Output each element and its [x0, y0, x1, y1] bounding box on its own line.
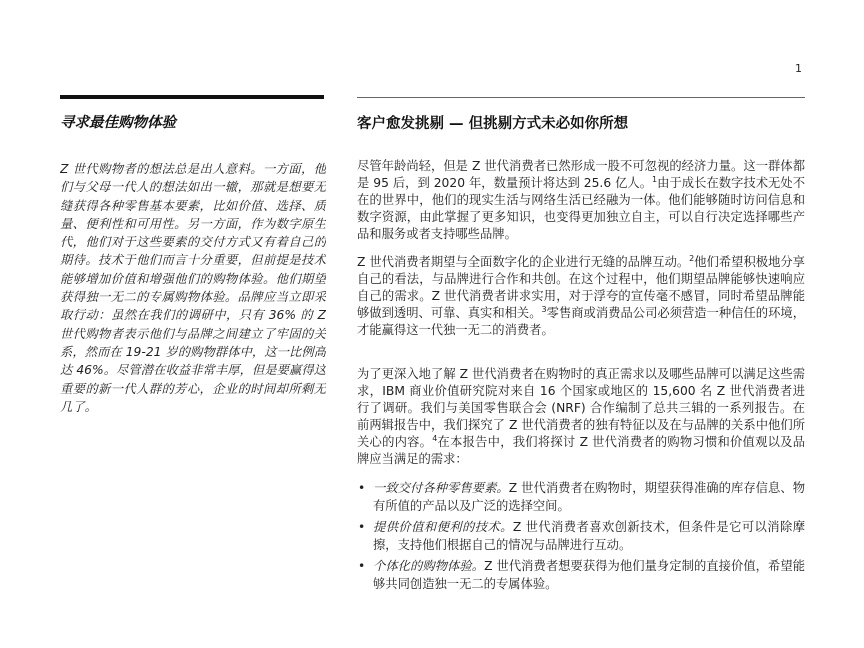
bullet-item	[357, 519, 805, 554]
bullet-label: 提供价值和便利的技术。	[373, 520, 513, 535]
page-number: 1	[795, 62, 802, 75]
bullet-label: 个体化的购物体验。	[373, 559, 485, 574]
bullet-label: 一致交付各种零售要素。	[373, 481, 509, 495]
footnote-marker: 2	[689, 254, 695, 263]
body-paragraph-2	[357, 254, 805, 356]
bullet-item	[357, 558, 805, 593]
paragraph-text: 尽管年龄尚轻，但是 Z 世代消费者已然形成一股不可忽视的经济力量。这一群体都是 95 后，到 2020 年，数量预计将达到 25.6 亿人。	[357, 159, 805, 190]
needs-bullet-list	[357, 480, 805, 594]
bullet-marker: •	[358, 520, 366, 535]
paragraph-text: 零售商或消费品公司必须营造一种信任的环境，才能赢得这一代独一无二的消费者。	[357, 305, 805, 337]
bullet-text: Z 世代消费者喜欢创新技术，但条件是它可以消除摩擦，支持他们根据自己的情况与品牌进行互动。	[373, 520, 805, 552]
bullet-marker: •	[358, 559, 366, 574]
footnote-marker: 3	[541, 304, 547, 314]
right-column-rule	[357, 97, 805, 98]
body-paragraph-1	[357, 158, 805, 244]
left-section-heading: 寻求最佳购物体验	[60, 115, 176, 131]
body-paragraph-3	[357, 366, 805, 468]
left-column-rule	[60, 95, 324, 99]
intro-paragraph: Z 世代购物者的想法总是出人意料。一方面，他们与父母一代人的想法如出一辙，那就是想要无缝获得各种零售基本要素，比如价值、选择、质量、便利性和可用性。另一方面，作为数字原生代，他们对于这些要素的交付方式又有着自己的期待。技术于他们而言十分重要，但前提是技术能够增加价值和增强他们的购物体验。他们期望获得独一无二的专属购物体验。品牌应当立即采取行动：虽然在我们的调研中，只有 36% 的 Z 世代购物者表示他们与品牌之间建立了牢固的关系，然而在 19-21 岁的购物群体中，这一比例高达 46%。尽管潜在收益非常丰厚，但是要赢得这重要的新一代人群的芳心，企业的时间却所剩无几了。	[60, 162, 326, 414]
paragraph-text: Z 世代消费者期望与全面数字化的企业进行无缝的品牌互动。	[357, 255, 690, 269]
right-column	[357, 95, 805, 598]
left-column	[60, 95, 326, 454]
bullet-marker: •	[358, 481, 366, 495]
paragraph-text: 在本报告中，我们将探讨 Z 世代消费者的购物习惯和价值观以及品牌应当满足的需求：	[357, 434, 805, 466]
footnote-marker: 1	[652, 174, 658, 184]
footnote-marker: 4	[432, 433, 438, 443]
bullet-text: Z 世代消费者想要获得为他们量身定制的直接价值，希望能够共同创造独一无二的专属体验。	[373, 559, 805, 591]
right-section-heading: 客户愈发挑剔 — 但挑剔方式未必如你所想	[357, 116, 629, 132]
bullet-item	[357, 480, 805, 515]
paragraph-text: 由于成长在数字技术无处不在的世界中，他们的现实生活与网络生活已经融为一体。他们能够随时访问信息和数字资源，由此掌握了更多知识，也变得更加独立自主，可以自行决定选择哪些产品和服务或者支持哪些品牌。	[357, 175, 805, 241]
paragraph-text: 为了更深入地了解 Z 世代消费者在购物时的真正需求以及哪些品牌可以满足这些需求，IBM 商业价值研究院对来自 16 个国家或地区的 15,600 名 Z 世代消费者进行了调研。我们与美国零售联合会 (NRF) 合作编制了总共三辑的一系列报告。在前两辑报告中，我们探究了 Z 世代消费者的独有特征以及在与品牌的关系中他们所关心的内容。	[357, 367, 805, 449]
paragraph-text: 他们希望积极地分享自己的看法，与品牌进行合作和共创。在这个过程中，他们期望品牌能够快速响应自己的需求。Z 世代消费者讲求实用，对于浮夸的宣传毫不感冒，同时希望品牌能够做到透明、可靠、真实和相关。	[357, 255, 805, 320]
bullet-text: Z 世代消费者在购物时，期望获得准确的库存信息、物有所值的产品以及广泛的选择空间。	[373, 481, 805, 513]
